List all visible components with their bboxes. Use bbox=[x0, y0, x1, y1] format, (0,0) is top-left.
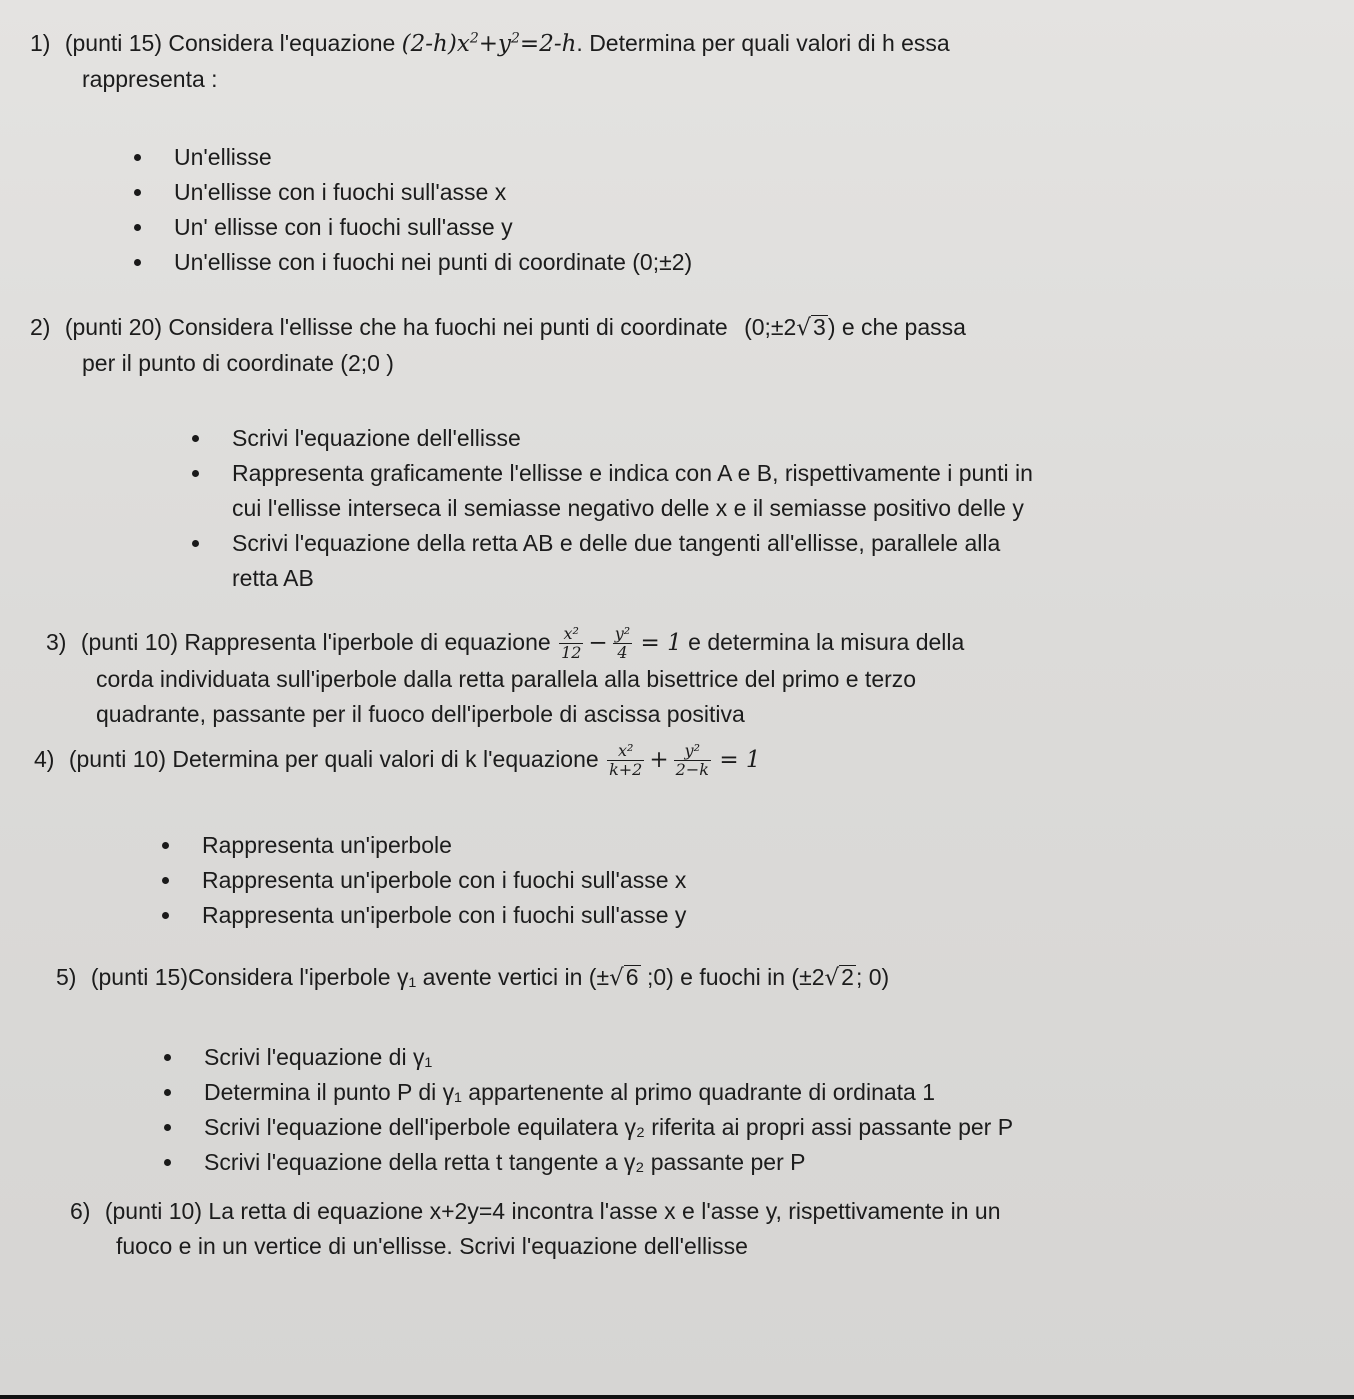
list-item: Rappresenta graficamente l'ellisse e indica con A e B, rispettivamente i punti in cui l'ellisse interseca il semiasse negativo delle x e il semiasse positivo delle y bbox=[232, 456, 1033, 526]
list-item: Scrivi l'equazione della retta AB e delle due tangenti all'ellisse, parallele alla retta AB bbox=[232, 526, 1033, 596]
question-3-intro-end: e determina la misura della bbox=[688, 629, 965, 655]
list-item: Rappresenta un'iperbole bbox=[202, 828, 686, 863]
question-2-line2: per il punto di coordinate (2;0 ) bbox=[82, 350, 394, 376]
question-3-number: 3) bbox=[46, 629, 67, 655]
question-4-bullets bbox=[202, 828, 686, 933]
question-3-equation: $\frac{\text{x²}}{12}$ − $\frac{\text{y²}}{4}$ = 1 bbox=[561, 624, 682, 663]
question-4-equation: $\frac{\text{x²}}{k+2}$ + $\frac{\text{y²}}{2-k}$ = 1 bbox=[609, 741, 761, 780]
question-3 bbox=[46, 625, 964, 732]
question-2-foci: (0;±2√3) bbox=[744, 314, 836, 341]
question-4-number: 4) bbox=[34, 746, 55, 772]
question-1-equation: $(2-h)x^2+y^2=2-h$ bbox=[401, 30, 577, 57]
question-6-line2: fuoco e in un vertice di un'ellisse. Scrivi l'equazione dell'ellisse bbox=[116, 1233, 748, 1259]
question-3-intro: (punti 10) Rappresenta l'iperbole di equazione bbox=[80, 629, 551, 655]
question-1-number: 1) bbox=[30, 30, 51, 56]
question-1-bullets bbox=[174, 140, 692, 280]
question-2 bbox=[30, 310, 966, 381]
question-5-foci: ;0) e fuochi in (±2√2; 0) bbox=[646, 964, 890, 991]
question-6-number: 6) bbox=[70, 1198, 91, 1224]
question-6 bbox=[70, 1194, 1001, 1264]
question-2-intro-end: e che passa bbox=[841, 314, 966, 340]
question-1-rest: . Determina per quali valori di h essa bbox=[576, 30, 950, 56]
question-1-intro: (punti 15) Considera l'equazione bbox=[64, 30, 396, 56]
list-item: Rappresenta un'iperbole con i fuochi sull'asse y bbox=[202, 898, 686, 933]
question-2-number: 2) bbox=[30, 314, 51, 340]
question-3-line3: quadrante, passante per il fuoco dell'iperbole di ascissa positiva bbox=[96, 701, 745, 728]
page-bottom-edge bbox=[0, 1395, 1354, 1399]
list-item: Scrivi l'equazione della retta t tangente a γ₂ passante per P bbox=[204, 1145, 1013, 1180]
question-4-intro: (punti 10) Determina per quali valori di k l'equazione bbox=[68, 746, 599, 772]
question-2-bullets bbox=[232, 421, 1033, 596]
question-6-intro: (punti 10) La retta di equazione x+2y=4 incontra l'asse x e l'asse y, rispettivamente in un bbox=[104, 1198, 1001, 1224]
list-item: Un'ellisse con i fuochi nei punti di coordinate (0;±2) bbox=[174, 245, 692, 280]
question-1 bbox=[30, 26, 950, 97]
question-4 bbox=[34, 742, 761, 779]
question-2-intro: (punti 20) Considera l'ellisse che ha fuochi nei punti di coordinate bbox=[64, 314, 728, 340]
list-item: Rappresenta un'iperbole con i fuochi sull'asse x bbox=[202, 863, 686, 898]
question-1-line2: rappresenta : bbox=[82, 66, 218, 92]
question-5 bbox=[56, 960, 889, 996]
list-item: Un' ellisse con i fuochi sull'asse y bbox=[174, 210, 692, 245]
question-5-vertices: (punti 15)Considera l'iperbole γ₁ avente vertici in (±√6 bbox=[90, 964, 639, 991]
list-item: Scrivi l'equazione di γ₁ bbox=[204, 1040, 1013, 1075]
list-item: Un'ellisse bbox=[174, 140, 692, 175]
question-5-bullets bbox=[204, 1040, 1013, 1180]
question-3-line2: corda individuata sull'iperbole dalla retta parallela alla bisettrice del primo e terzo bbox=[96, 666, 917, 693]
question-5-number: 5) bbox=[56, 964, 77, 990]
list-item: Scrivi l'equazione dell'ellisse bbox=[232, 421, 1033, 456]
list-item: Determina il punto P di γ₁ appartenente al primo quadrante di ordinata 1 bbox=[204, 1075, 1013, 1110]
list-item: Scrivi l'equazione dell'iperbole equilatera γ₂ riferita ai propri assi passante per P bbox=[204, 1110, 1013, 1145]
list-item: Un'ellisse con i fuochi sull'asse x bbox=[174, 175, 692, 210]
